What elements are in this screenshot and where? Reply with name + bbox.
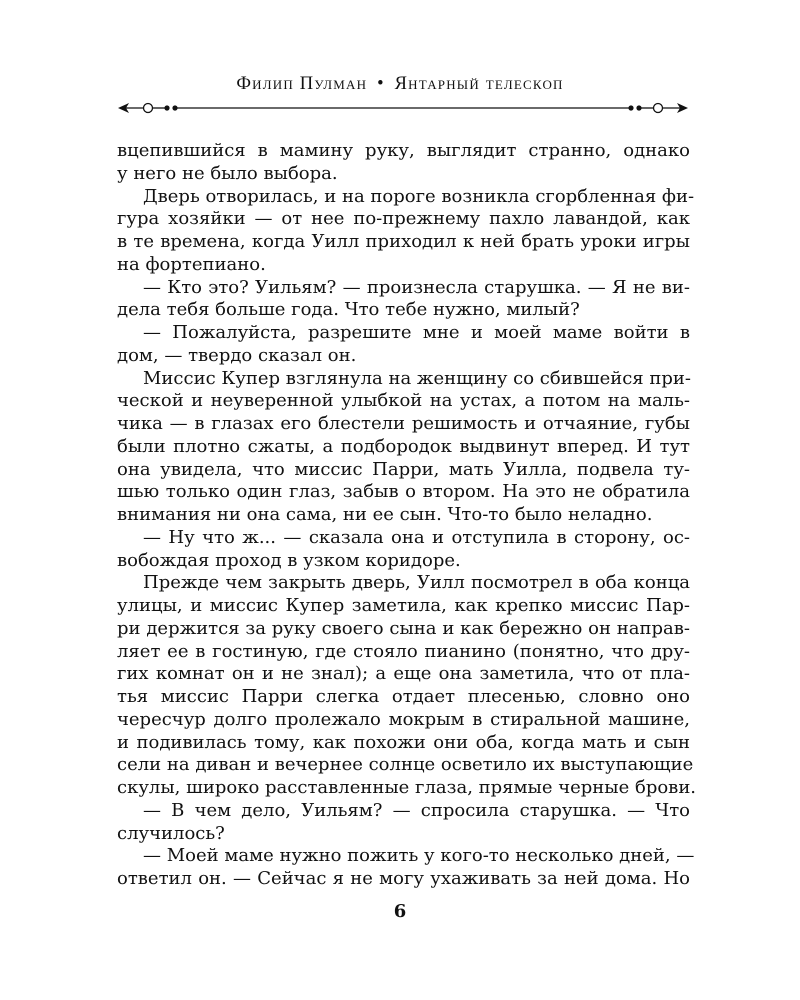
text-line: дом, — твердо сказал он. [117,344,357,366]
text-line: скулы, широко расставленные глаза, прямые черные брови. [117,777,697,798]
text-line: — Кто это? Уильям? — произнесла старушка. — Я не ви- [143,276,690,298]
text-line: были плотно сжаты, а подбородок выдвинут вперед. И тут [117,435,690,457]
text-line: Миссис Купер взглянула на женщину со сбившейся при- [143,367,691,389]
text-line: улицы, и миссис Купер заметила, как крепко миссис Пар- [117,595,690,616]
text-line: — Ну что ж... — сказала она и отступила в сторону, ос- [143,526,690,548]
text-line: на фортепиано. [117,253,266,275]
text-line: в те времена, когда Уилл приходил к ней брать уроки игры [117,231,690,252]
text-line: внимания ни она сама, ни ее сын. Что-то было неладно. [117,504,653,525]
text-line: чика — в глазах его блестели решимость и отчаяние, губы [117,413,690,434]
text-line: ческой и неуверенной улыбкой на устах, а потом на маль- [117,390,690,412]
text-line: и подивилась тому, как похожи они оба, когда мать и сын [117,731,690,753]
text-line: чересчур долго пролежало мокрым в стиральной машине, [117,708,690,730]
text-line: Прежде чем закрыть дверь, Уилл посмотрел в оба конца [143,572,690,594]
text-line: ри держится за руку своего сына и как бережно он направ- [117,617,690,639]
text-line: — Пожалуйста, разрешите мне и моей маме войти в [143,322,690,343]
header-separator: • [377,74,385,94]
page-number: 6 [393,901,407,922]
header-author: Филип Пулман [236,74,368,94]
text-line: случилось? [117,822,225,844]
text-line: сели на диван и вечернее солнце осветило их выступающие [117,754,694,776]
header-ornament-rule [117,94,689,122]
text-line: у него не было выбора. [117,162,338,184]
text-line: — Моей маме нужно пожить у кого-то несколько дней, — [143,845,695,867]
page-body-text [117,140,697,891]
text-line: Дверь отворилась, и на пороге возникла сгорбленная фи- [143,185,695,207]
text-line: тья миссис Парри слегка отдает плесенью, словно оно [117,686,690,707]
text-line: она увидела, что миссис Парри, мать Уилла, подвела ту- [117,458,690,480]
running-header [0,74,800,95]
text-line: вобождая проход в узком коридоре. [117,549,461,571]
text-line: ляет ее в гостиную, где стояло пианино (понятно, что дру- [117,640,690,662]
text-line: — В чем дело, Уильям? — спросила старушка. — Что [143,799,690,821]
text-line: гих комнат он и не знал); а еще она заметила, что от пла- [117,663,690,685]
text-line: шью только один глаз, забыв о втором. На это не обратила [117,481,690,503]
text-line: дела тебя больше года. Что тебе нужно, милый? [117,299,580,321]
text-line: вцепившийся в мамину руку, выглядит странно, однако [117,140,690,161]
header-book-title: Янтарный телескоп [394,74,564,94]
text-line: гура хозяйки — от нее по-прежнему пахло лавандой, как [117,208,690,230]
text-line: ответил он. — Сейчас я не могу ухаживать за ней дома. Но [117,868,690,889]
